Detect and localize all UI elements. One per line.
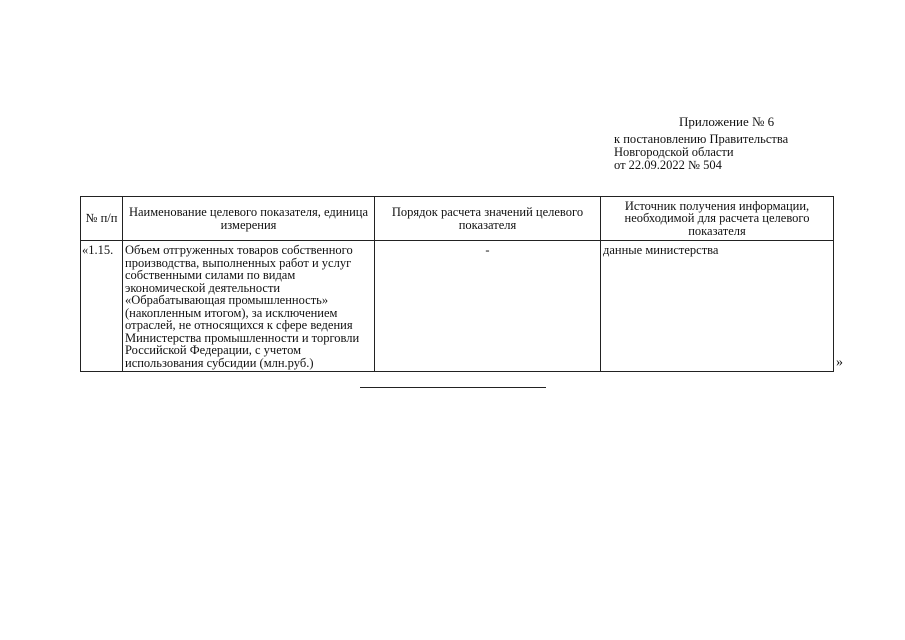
- table-row: [81, 241, 834, 372]
- indicators-table: [80, 196, 834, 372]
- appendix-title: Приложение № 6: [679, 114, 775, 129]
- end-rule: [360, 387, 546, 388]
- row-name: Объем отгруженных товаров собственного производства, выполненных работ и услуг собственными силами по видам экономической деятельности «Обрабатывающая промышленность» (накопленным итогом), за исключением отраслей, не относящихся к сфере ведения Министерства промышленности и торговли Российской Федерации, с учетом использования субсидии (млн.руб.): [123, 241, 375, 372]
- row-method: -: [375, 241, 601, 372]
- table-header-row: [81, 197, 834, 241]
- appendix-reference-line: от 22.09.2022 № 504: [614, 158, 722, 172]
- header-source: Источник получения информации, необходимой для расчета целевого показателя: [601, 197, 834, 241]
- appendix-reference-line: Новгородской области: [614, 145, 734, 159]
- header-name: Наименование целевого показателя, единица измерения: [123, 197, 375, 241]
- header-number: № п/п: [81, 197, 123, 241]
- row-number: «1.15.: [81, 241, 123, 372]
- closing-quote: »: [836, 355, 843, 370]
- appendix-reference: [614, 133, 788, 172]
- row-source: данные министерства: [601, 241, 834, 372]
- header-method: Порядок расчета значений целевого показателя: [375, 197, 601, 241]
- appendix-reference-line: к постановлению Правительства: [614, 132, 789, 146]
